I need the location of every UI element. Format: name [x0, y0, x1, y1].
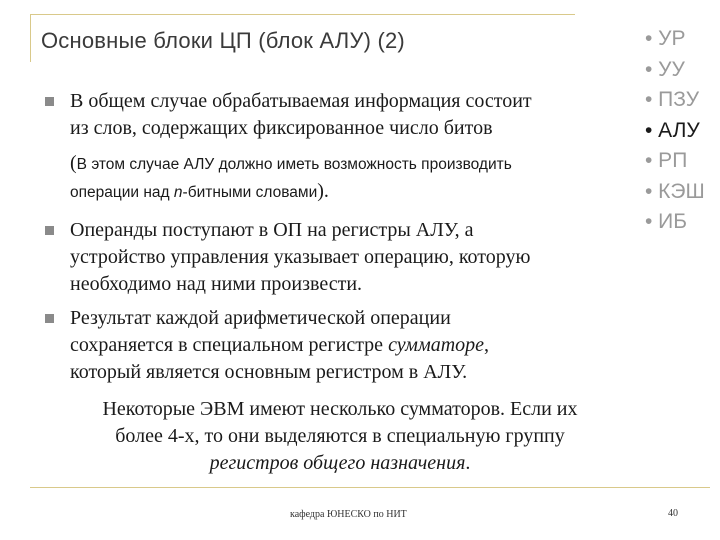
bullet-3-line-2-pre: сохраняется в специальном регистре [70, 334, 389, 356]
bullet-1-line-2: из слов, содержащих фиксированное число битов [70, 117, 493, 139]
bullet-3-line-1: Результат каждой арифметической операции [70, 307, 451, 329]
closing-line-3-post: . [465, 452, 471, 474]
note-open-paren: ( [70, 152, 77, 174]
side-menu-item-alu[interactable]: • АЛУ [645, 118, 700, 142]
closing-term-gpr: регистров общего назначения [209, 452, 466, 474]
page-number: 40 [668, 508, 678, 519]
bullet-3-term-summator: сумматоре [388, 334, 485, 356]
frame-top-rule [30, 14, 575, 15]
slide-title: Основные блоки ЦП (блок АЛУ) (2) [41, 28, 405, 53]
note-line-1: В этом случае АЛУ должно иметь возможность производить [76, 156, 512, 173]
note-text [70, 150, 512, 206]
bullet-2-line-3: необходимо над ними произвести. [70, 273, 363, 295]
side-menu-item-uu[interactable]: • УУ [645, 57, 685, 81]
bullet-text-3 [70, 305, 489, 386]
bullet-marker-3 [45, 314, 54, 323]
bullet-3-line-2-post: , [484, 334, 490, 356]
bullet-1-line-1: В общем случае обрабатываемая информация состоит [70, 90, 532, 112]
note-n-var: n [173, 184, 183, 201]
footer-text: кафедра ЮНЕСКО по НИТ [290, 509, 407, 520]
bullet-text-2 [70, 217, 530, 298]
side-menu-item-pzu[interactable]: • ПЗУ [645, 88, 700, 111]
note-line-2-pre: операции над [70, 184, 174, 201]
side-menu [645, 24, 720, 238]
side-menu-item-ib[interactable]: • ИБ [645, 210, 688, 233]
closing-line-1: Некоторые ЭВМ имеют несколько сумматоров. Если их [102, 398, 578, 420]
side-menu-item-ur[interactable]: • УР [645, 27, 686, 50]
bullet-marker-1 [45, 97, 54, 106]
closing-line-2: более 4-х, то они выделяются в специальную группу [115, 425, 565, 447]
closing-paragraph [30, 396, 650, 477]
note-close-paren: ). [317, 180, 329, 202]
note-line-2-post: -битными словами [182, 184, 318, 201]
bullet-2-line-1: Операнды поступают в ОП на регистры АЛУ, а [70, 219, 474, 241]
side-menu-item-kesh[interactable]: • КЭШ [645, 179, 705, 203]
frame-left-rule [30, 14, 31, 62]
side-menu-item-rp[interactable]: • РП [645, 149, 688, 172]
frame-bottom-rule [30, 487, 710, 488]
bullet-2-line-2: устройство управления указывает операцию, которую [70, 246, 531, 268]
bullet-marker-2 [45, 226, 54, 235]
bullet-3-line-3: который является основным регистром в АЛУ. [70, 361, 468, 383]
bullet-text-1 [70, 88, 532, 142]
